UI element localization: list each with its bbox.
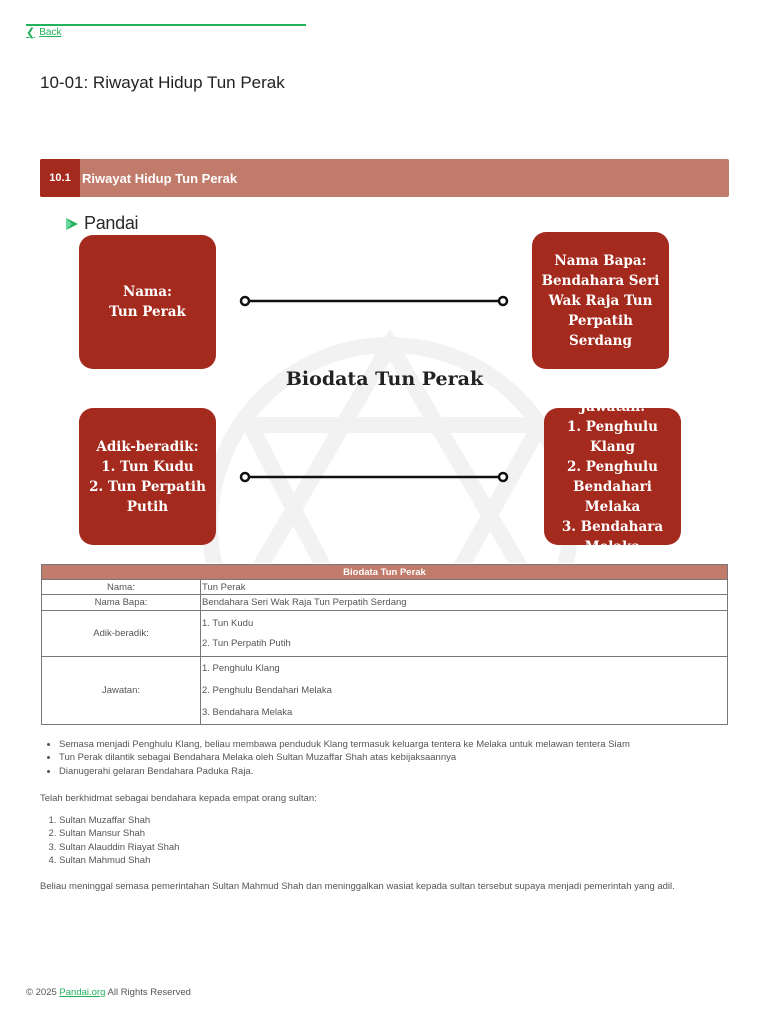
list-item: 2. Tun Perpatih Putih xyxy=(202,637,291,649)
table-value: Tun Perak xyxy=(201,580,728,595)
connector-dot xyxy=(499,473,507,481)
list-item: 1. Penghulu Klang xyxy=(202,662,280,674)
closing-paragraph: Beliau meninggal semasa pemerintahan Sultan Mahmud Shah dan meninggalkan wasiat kepada sultan tersebut supaya menjadi pemerintah yang adil. xyxy=(40,881,675,893)
biodata-diagram xyxy=(40,205,729,563)
table-header: Biodata Tun Perak xyxy=(42,565,728,580)
list-item: 2. Sultan Mansur Shah xyxy=(59,827,730,840)
sultan-list xyxy=(40,814,730,867)
table-value: Bendahara Seri Wak Raja Tun Perpatih Serdang xyxy=(201,595,728,611)
list-item: 1. Sultan Muzaffar Shah xyxy=(59,814,730,827)
table-value xyxy=(201,657,728,725)
box-nama: Nama: Tun Perak xyxy=(79,235,216,369)
list-item: • Dianugerahi gelaran Bendahara Paduka Raja. xyxy=(59,765,730,778)
rights-text: All Rights Reserved xyxy=(107,987,191,998)
chevron-left-icon: ❮ xyxy=(26,27,36,39)
list-item: 2. Penghulu Bendahari Melaka xyxy=(202,684,332,696)
list-item: 1. Tun Kudu xyxy=(202,617,254,629)
box-nama-bapa: Nama Bapa: Bendahara Seri Wak Raja Tun Perpatih Serdang xyxy=(532,232,669,369)
section-header xyxy=(40,159,729,197)
table-row xyxy=(42,580,728,595)
box-adik-beradik: Adik-beradik: 1. Tun Kudu 2. Tun Perpatih Putih xyxy=(79,408,216,545)
list-item: • Tun Perak dilantik sebagai Bendahara Melaka oleh Sultan Muzaffar Shah atas kebijaksaannya xyxy=(59,751,730,764)
section-title: Riwayat Hidup Tun Perak xyxy=(82,170,238,186)
article-body xyxy=(40,738,730,894)
table-key: Nama: xyxy=(42,580,201,595)
copyright: © 2025 xyxy=(26,987,57,998)
diagram-title: Biodata Tun Perak xyxy=(285,368,484,390)
table-row xyxy=(42,595,728,611)
table-key: Adik-beradik: xyxy=(42,611,201,657)
list-item: 3. Sultan Alauddin Riayat Shah xyxy=(59,841,730,854)
list-item: 3. Bendahara Melaka xyxy=(202,706,293,718)
table-key: Jawatan: xyxy=(42,657,201,725)
back-link[interactable] xyxy=(26,26,61,39)
list-item: • Semasa menjadi Penghulu Klang, beliau membawa penduduk Klang termasuk keluarga tentera ke Melaka untuk melawan tentera Siam xyxy=(59,738,730,751)
table-value xyxy=(201,611,728,657)
top-divider xyxy=(26,24,306,26)
list-item: 4. Sultan Mahmud Shah xyxy=(59,854,730,867)
footer xyxy=(26,987,191,998)
table-row xyxy=(42,611,728,657)
section-number: 10.1 xyxy=(40,159,80,197)
connector-dot xyxy=(241,473,249,481)
logo-text: Pandai xyxy=(84,213,139,233)
back-label: Back xyxy=(39,27,62,38)
fact-list xyxy=(40,738,730,778)
connector-dot xyxy=(241,297,249,305)
table-key: Nama Bapa: xyxy=(42,595,201,611)
pandai-link[interactable]: Pandai.org xyxy=(59,987,106,998)
connector-dot xyxy=(499,297,507,305)
page-title: 10-01: Riwayat Hidup Tun Perak xyxy=(40,73,285,93)
sultans-intro: Telah berkhidmat sebagai bendahara kepada empat orang sultan: xyxy=(40,792,317,804)
biodata-table xyxy=(41,564,728,725)
box-jawatan: Jawatan: 1. Penghulu Klang 2. Penghulu Bendahari Melaka 3. Bendahara Melaka xyxy=(544,408,681,545)
table-row xyxy=(42,657,728,725)
